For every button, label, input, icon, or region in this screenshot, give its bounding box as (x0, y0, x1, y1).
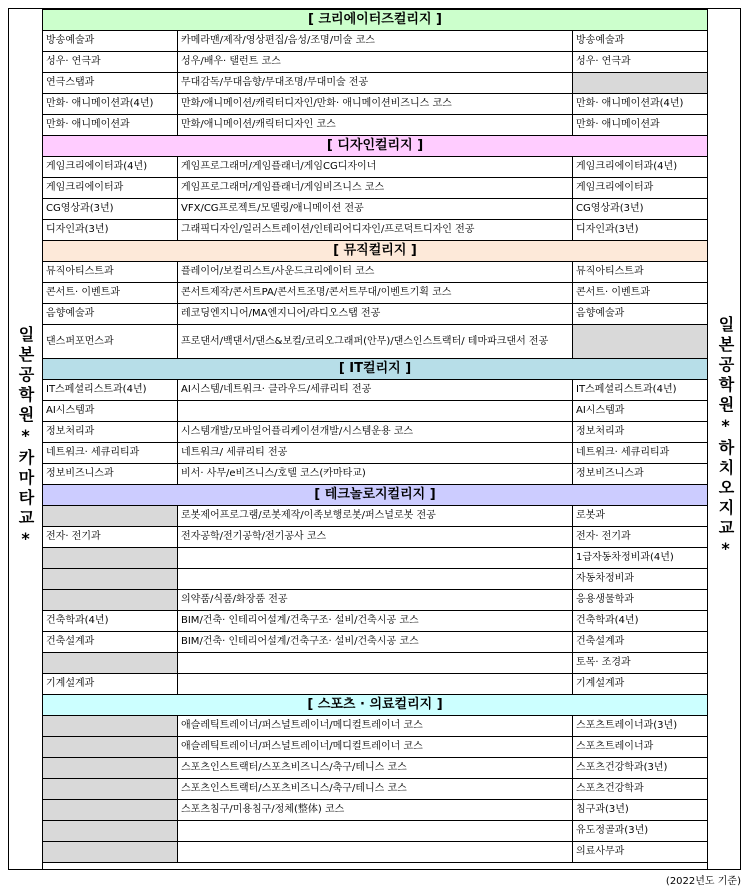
kamata-department: 정보비즈니스과 (43, 464, 178, 485)
kamata-department (43, 842, 178, 863)
department-row (43, 674, 708, 695)
hachioji-department: 건축설계과 (573, 632, 708, 653)
department-row (43, 800, 708, 821)
department-row (43, 115, 708, 136)
hachioji-department: 스포츠건강학과(3년) (573, 758, 708, 779)
department-row (43, 157, 708, 178)
kamata-department: 만화· 애니메이션과 (43, 115, 178, 136)
hachioji-department: 유도정골과(3년) (573, 821, 708, 842)
section-title: [ 크리에이터즈컬리지 ] (43, 10, 708, 31)
course-description (178, 548, 573, 569)
hachioji-department (573, 325, 708, 359)
course-description: 애슬레틱트레이너/퍼스널트레이너/메디컬트레이너 코스 (178, 737, 573, 758)
course-description: 콘서트제작/콘서트PA/콘서트조명/콘서트무대/이벤트기획 코스 (178, 283, 573, 304)
hachioji-department: 건축학과(4년) (573, 611, 708, 632)
hachioji-department: 의료사무과 (573, 842, 708, 863)
department-row (43, 464, 708, 485)
course-description: 네트워크/ 세큐리티 전공 (178, 443, 573, 464)
section-header-row (43, 136, 708, 157)
hachioji-department: 스포츠트레이너과 (573, 737, 708, 758)
kamata-department (43, 506, 178, 527)
course-description (178, 653, 573, 674)
kamata-department (43, 779, 178, 800)
kamata-department: 음향예술과 (43, 304, 178, 325)
kamata-department: CG영상과(3년) (43, 199, 178, 220)
hachioji-department: 만화· 애니메이션과 (573, 115, 708, 136)
kamata-department: 게임크리에이터과(4년) (43, 157, 178, 178)
kamata-department: 성우· 연극과 (43, 52, 178, 73)
kamata-department: 건축학과(4년) (43, 611, 178, 632)
hachioji-department: 정보비즈니스과 (573, 464, 708, 485)
kamata-department (43, 758, 178, 779)
course-description: 레코딩엔지니어/MA엔지니어/라디오스탭 전공 (178, 304, 573, 325)
course-description: VFX/CG프로젝트/모델링/애니메이션 전공 (178, 199, 573, 220)
course-description: 스포츠인스트랙터/스포츠비즈니스/축구/테니스 코스 (178, 779, 573, 800)
department-row (43, 73, 708, 94)
course-description (178, 821, 573, 842)
kamata-department (43, 548, 178, 569)
department-row (43, 31, 708, 52)
hachioji-department: 방송예술과 (573, 31, 708, 52)
kamata-department (43, 716, 178, 737)
side-label-kamata (8, 8, 43, 870)
hachioji-department: 뮤직아티스트과 (573, 262, 708, 283)
department-row (43, 506, 708, 527)
course-description: 시스템개발/모바일어플리케이션개발/시스템운용 코스 (178, 422, 573, 443)
kamata-department: 건축설계과 (43, 632, 178, 653)
kamata-department: 만화· 애니메이션과(4년) (43, 94, 178, 115)
kamata-department: 댄스퍼포먼스과 (43, 325, 178, 359)
section-header-row (43, 10, 708, 31)
kamata-department: IT스페셜리스트과(4년) (43, 380, 178, 401)
kamata-department: 게임크리에이터과 (43, 178, 178, 199)
hachioji-department: 게임크리에이터과(4년) (573, 157, 708, 178)
hachioji-department: 네트워크· 세큐리티과 (573, 443, 708, 464)
department-row (43, 325, 708, 359)
course-description: 카메라맨/제작/영상편집/음성/조명/미술 코스 (178, 31, 573, 52)
hachioji-department: IT스페셜리스트과(4년) (573, 380, 708, 401)
department-row (43, 590, 708, 611)
kamata-department: AI시스템과 (43, 401, 178, 422)
kamata-department: 디자인과(3년) (43, 220, 178, 241)
department-row (43, 304, 708, 325)
section-header-row (43, 485, 708, 506)
hachioji-department: AI시스템과 (573, 401, 708, 422)
course-description: 애슬레틱트레이너/퍼스널트레이너/메디컬트레이너 코스 (178, 716, 573, 737)
hachioji-department: 응용생물학과 (573, 590, 708, 611)
department-row (43, 262, 708, 283)
hachioji-department: 정보처리과 (573, 422, 708, 443)
course-description: 무대감독/무대음향/무대조명/무대미술 전공 (178, 73, 573, 94)
course-description: 프로댄서/백댄서/댄스&보컬/코리오그래퍼(안무)/댄스인스트랙터/ 테마파크댄서 전공 (178, 325, 573, 359)
course-description: AI시스템/네트워크· 클라우드/세큐리티 전공 (178, 380, 573, 401)
department-row (43, 842, 708, 863)
department-row (43, 821, 708, 842)
hachioji-department: 콘서트· 이벤트과 (573, 283, 708, 304)
course-description: BIM/건축· 인테리어설계/건축구조· 설비/건축시공 코스 (178, 611, 573, 632)
section-header-row (43, 359, 708, 380)
course-description (178, 401, 573, 422)
department-table (42, 9, 708, 863)
section-title: [ IT컬리지 ] (43, 359, 708, 380)
kamata-department: 콘서트· 이벤트과 (43, 283, 178, 304)
hachioji-department: 침구과(3년) (573, 800, 708, 821)
department-row (43, 527, 708, 548)
department-row (43, 199, 708, 220)
kamata-department (43, 569, 178, 590)
hachioji-department: 음향예술과 (573, 304, 708, 325)
department-row (43, 737, 708, 758)
course-description: 전자공학/전기공학/전기공사 코스 (178, 527, 573, 548)
hachioji-department: 전자· 전기과 (573, 527, 708, 548)
department-row (43, 94, 708, 115)
course-description: 스포츠인스트랙터/스포츠비즈니스/축구/테니스 코스 (178, 758, 573, 779)
section-title: [ 뮤직컬리지 ] (43, 241, 708, 262)
department-row (43, 716, 708, 737)
course-description: 로봇제어프로그램/로봇제작/이족보행로봇/퍼스널로봇 전공 (178, 506, 573, 527)
hachioji-department: CG영상과(3년) (573, 199, 708, 220)
section-header-row (43, 695, 708, 716)
hachioji-department (573, 73, 708, 94)
department-row (43, 611, 708, 632)
hachioji-department: 자동차정비과 (573, 569, 708, 590)
kamata-department: 기계설계과 (43, 674, 178, 695)
kamata-department (43, 737, 178, 758)
hachioji-department: 1급자동차정비과(4년) (573, 548, 708, 569)
course-description: 게임프로그래머/게임플래너/게임비즈니스 코스 (178, 178, 573, 199)
course-description: 만화/애니메이션/캐릭터디자인 코스 (178, 115, 573, 136)
section-header-row (43, 241, 708, 262)
hachioji-department: 스포츠건강학과 (573, 779, 708, 800)
course-description: 성우/배우· 탤런트 코스 (178, 52, 573, 73)
hachioji-department: 게임크리에이터과 (573, 178, 708, 199)
kamata-department (43, 821, 178, 842)
course-description: 스포츠침구/미용침구/정체(整体) 코스 (178, 800, 573, 821)
kamata-department (43, 590, 178, 611)
hachioji-department: 토목· 조경과 (573, 653, 708, 674)
course-description (178, 842, 573, 863)
section-title: [ 디자인컬리지 ] (43, 136, 708, 157)
side-label-hachioji (707, 8, 742, 870)
course-description: BIM/건축· 인테리어설계/건축구조· 설비/건축시공 코스 (178, 632, 573, 653)
department-row (43, 569, 708, 590)
kamata-department: 뮤직아티스트과 (43, 262, 178, 283)
hachioji-department: 성우· 연극과 (573, 52, 708, 73)
footer-note: (2022년도 기준) (665, 876, 741, 887)
kamata-department: 네트워크· 세큐리티과 (43, 443, 178, 464)
department-row (43, 443, 708, 464)
kamata-department (43, 800, 178, 821)
department-row (43, 422, 708, 443)
department-row (43, 178, 708, 199)
hachioji-department: 디자인과(3년) (573, 220, 708, 241)
course-description: 게임프로그래머/게임플래너/게임CG디자이너 (178, 157, 573, 178)
department-row (43, 548, 708, 569)
course-description: 그래픽디자인/일러스트레이션/인테리어디자인/프로덕트디자인 전공 (178, 220, 573, 241)
course-description: 의약품/식품/화장품 전공 (178, 590, 573, 611)
department-row (43, 220, 708, 241)
hachioji-department: 만화· 애니메이션과(4년) (573, 94, 708, 115)
hachioji-department: 기계설계과 (573, 674, 708, 695)
department-row (43, 283, 708, 304)
department-row (43, 401, 708, 422)
kamata-department: 방송예술과 (43, 31, 178, 52)
kamata-department (43, 653, 178, 674)
hachioji-department: 로봇과 (573, 506, 708, 527)
course-description: 만화/애니메이션/캐릭터디자인/만화· 애니메이션비즈니스 코스 (178, 94, 573, 115)
department-row (43, 758, 708, 779)
section-title: [ 테크놀로지컬리지 ] (43, 485, 708, 506)
kamata-department: 전자· 전기과 (43, 527, 178, 548)
kamata-department: 정보처리과 (43, 422, 178, 443)
course-description: 비서· 사무/e비즈니스/호텔 코스(카마타교) (178, 464, 573, 485)
course-description (178, 569, 573, 590)
department-row (43, 779, 708, 800)
department-row (43, 632, 708, 653)
side-label-hachioji-text: 일본공학원*하치오지교* (716, 316, 735, 562)
course-description: 플레이어/보컬리스트/사운드크리에이터 코스 (178, 262, 573, 283)
kamata-department: 연극스탭과 (43, 73, 178, 94)
department-row (43, 653, 708, 674)
section-title: [ 스포츠 · 의료컬리지 ] (43, 695, 708, 716)
hachioji-department: 스포츠트레이너과(3년) (573, 716, 708, 737)
department-row (43, 380, 708, 401)
department-row (43, 52, 708, 73)
side-label-kamata-text: 일본공학원*카마타교* (16, 326, 35, 552)
course-description (178, 674, 573, 695)
